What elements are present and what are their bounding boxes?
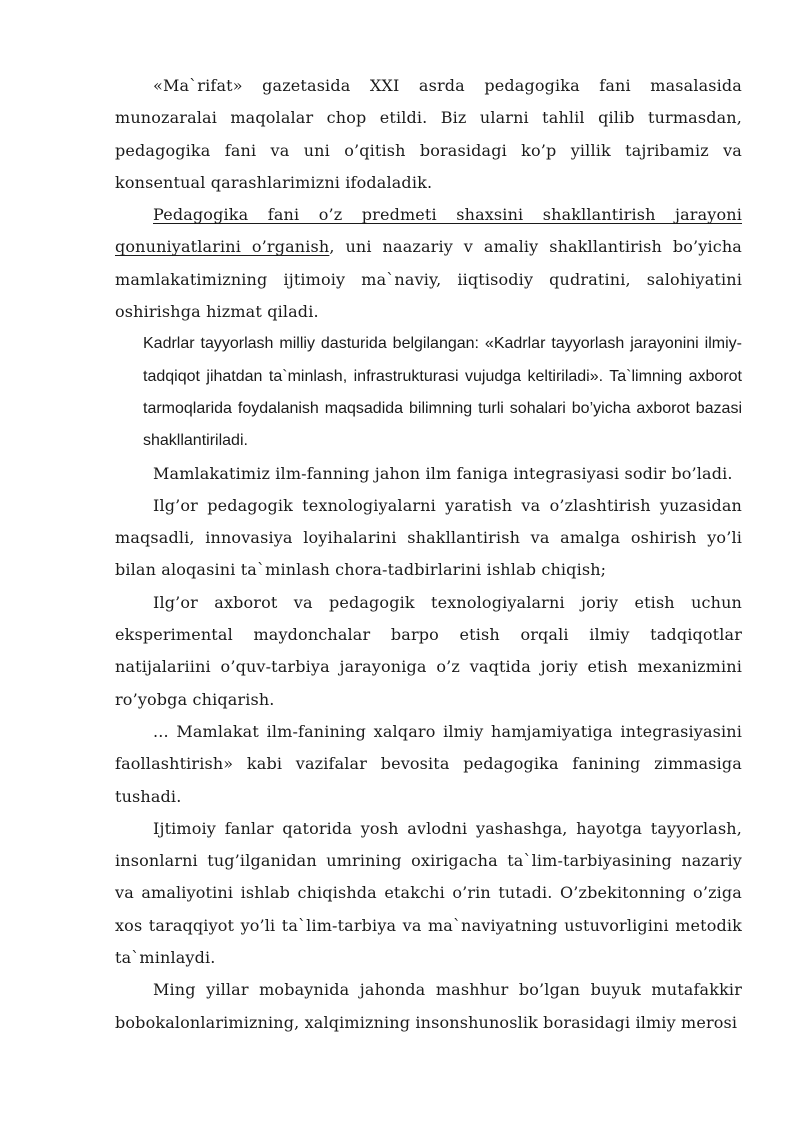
paragraph-experimental-sites: Ilg’or axborot va pedagogik texnologiyalarni joriy etish uchun eksperimental maydonchalar barpo etish orqali ilmiy tadqiqotlar natijalariini o’quv-tarbiya jarayoniga o’z vaqtida joriy etish mexanizmini ro’yobga chiqarish. xyxy=(115,592,742,709)
paragraph-pedagogy-subject xyxy=(115,199,742,328)
paragraph-pedagogy-subject-rest: , uni naazariy v amaliy shakllantirish bo’yicha mamlakatimizning ijtimoiy ma`naviy, iiqtisodiy qudratini, salohiyatini oshirishga hizmat qiladi. xyxy=(115,237,742,322)
document-body xyxy=(115,70,742,1039)
paragraph-social-sciences: Ijtimoiy fanlar qatorida yosh avlodni yashashga, hayotga tayyorlash, insonlarni tug’ilganidan umrining oxirigacha ta`lim-tarbiyasining nazariy va amaliyotini ishlab chiqishda etakchi o’rin tutadi. O’zbekitonning o’ziga xos taraqqiyot yo’li ta`lim-tarbiya va ma`naviyatning ustuvorligini metodik ta`minlaydi. xyxy=(115,818,742,968)
underlined-definition: Pedagogika fani o’z predmeti shaxsini shakllantirish jarayoni qonuniyatlarini o’rganish xyxy=(115,205,742,257)
paragraph-heritage: Ming yillar mobaynida jahonda mashhur bo’lgan buyuk mutafakkir bobokalonlarimizning, xalqimizning insonshunoslik borasidagi ilmiy merosi xyxy=(115,980,742,1032)
paragraph-advanced-technologies: Ilg’or pedagogik texnologiyalarni yaratish va o’zlashtirish yuzasidan maqsadli, innovasiya loyihalarini shakllantirish va amalga oshirish yo’li bilan aloqasini ta`minlash chora-tadbirlarini ishlab chiqish; xyxy=(115,495,742,580)
paragraph-marifat-gazette: «Ma`rifat» gazetasida XXI asrda pedagogika fani masalasida munozaralai maqolalar chop etildi. Biz ularni tahlil qilib turmasdan, pedagogika fani va uni o’qitish borasidagi ko’p yillik tajribamiz va konsentual qarashlarimizni ifodaladik. xyxy=(115,76,742,192)
paragraph-national-program: Kadrlar tayyorlash milliy dasturida belgilangan: «Kadrlar tayyorlash jarayonini ilmiy-tadqiqot jihatdan ta`minlash, infrastrukturasi vujudga keltiriladi». Ta`limning axborot tarmoqlarida foydalanish maqsadida bilimning turli sohalari bo’yicha axborot bazasi shakllantiriladi. xyxy=(143,335,742,450)
paragraph-international-community: ... Mamlakat ilm-fanining xalqaro ilmiy hamjamiyatiga integrasiyasini faollashtirish» kabi vazifalar bevosita pedagogika fanining zimmasiga tushadi. xyxy=(115,721,742,806)
paragraph-integration: Mamlakatimiz ilm-fanning jahon ilm faniga integrasiyasi sodir bo’ladi. xyxy=(153,463,733,483)
